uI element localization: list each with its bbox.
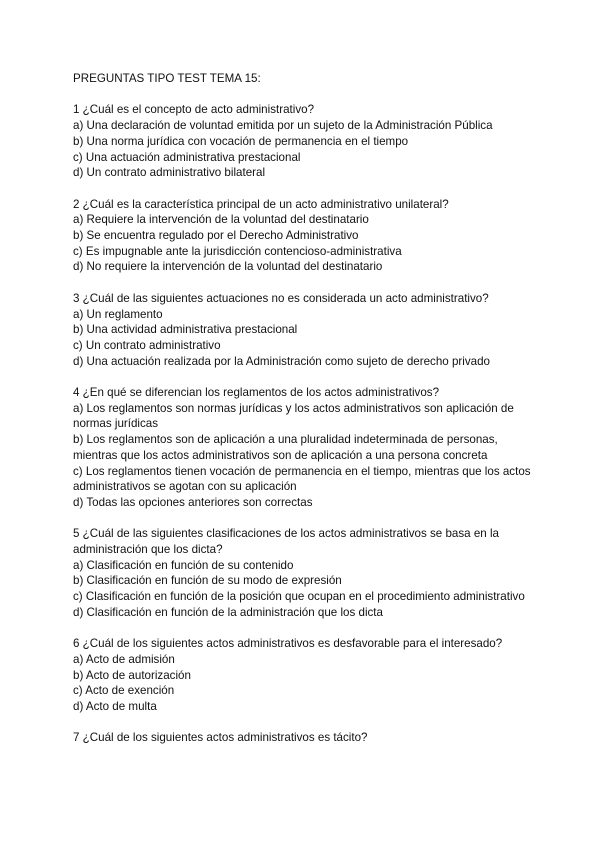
question-text: 4 ¿En qué se diferencian los reglamentos de los actos administrativos? <box>73 386 440 399</box>
question-block-1 <box>73 102 533 181</box>
question-block-6 <box>73 636 533 715</box>
option-c: c) Una actuación administrativa prestacional <box>73 150 301 164</box>
question-text: 7 ¿Cuál de los siguientes actos administrativos es tácito? <box>73 731 368 745</box>
question-block-3 <box>73 291 533 370</box>
option-c: c) Es impugnable ante la jurisdicción contencioso-administrativa <box>73 244 402 258</box>
option-c: c) Un contrato administrativo <box>73 338 221 352</box>
option-a: a) Clasificación en función de su contenido <box>73 558 294 572</box>
option-c: c) Los reglamentos tienen vocación de permanencia en el tiempo, mientras que los actos administrativos se agotan con su aplicación <box>73 464 531 494</box>
option-d: d) Un contrato administrativo bilateral <box>73 166 266 180</box>
question-block-7 <box>73 730 533 746</box>
option-a: a) Acto de admisión <box>73 652 175 666</box>
option-a: a) Un reglamento <box>73 307 163 321</box>
option-d: d) No requiere la intervención de la voluntad del destinatario <box>73 260 383 274</box>
option-b: b) Una norma jurídica con vocación de permanencia en el tiempo <box>73 134 409 148</box>
option-a: a) Una declaración de voluntad emitida por un sujeto de la Administración Pública <box>73 119 493 133</box>
option-b: b) Los reglamentos son de aplicación a una pluralidad indeterminada de personas, mientras que los actos administrativos son de aplicación a una persona concreta <box>73 433 498 462</box>
document-body <box>73 71 533 762</box>
question-text: 3 ¿Cuál de las siguientes actuaciones no es considerada un acto administrativo? <box>73 291 489 305</box>
option-d: d) Acto de multa <box>73 700 157 714</box>
option-b: b) Una actividad administrativa prestacional <box>73 323 298 337</box>
option-d: d) Clasificación en función de la administración que los dicta <box>73 605 383 619</box>
option-b: b) Clasificación en función de su modo de expresión <box>73 574 342 588</box>
question-block-5 <box>73 526 533 620</box>
question-block-4 <box>73 385 533 511</box>
option-d: d) Una actuación realizada por la Administración como sujeto de derecho privado <box>73 354 490 368</box>
option-d: d) Todas las opciones anteriores son correctas <box>73 495 313 509</box>
question-block-2 <box>73 197 533 276</box>
option-b: b) Se encuentra regulado por el Derecho Administrativo <box>73 229 359 242</box>
option-b: b) Acto de autorización <box>73 668 191 682</box>
option-a: a) Requiere la intervención de la voluntad del destinatario <box>73 213 369 227</box>
question-text: 5 ¿Cuál de las siguientes clasificaciones de los actos administrativos se basa en la administración que los dicta? <box>73 527 499 557</box>
option-a: a) Los reglamentos son normas jurídicas y los actos administrativos son aplicación de normas jurídicas <box>73 401 514 431</box>
option-c: c) Acto de exención <box>73 684 175 698</box>
question-text: 1 ¿Cuál es el concepto de acto administrativo? <box>73 103 315 117</box>
option-c: c) Clasificación en función de la posición que ocupan en el procedimiento administrativo <box>73 590 525 604</box>
question-text: 6 ¿Cuál de los siguientes actos administrativos es desfavorable para el interesado? <box>73 637 503 651</box>
page-title: PREGUNTAS TIPO TEST TEMA 15: <box>73 72 261 85</box>
question-text: 2 ¿Cuál es la característica principal de un acto administrativo unilateral? <box>73 197 449 211</box>
